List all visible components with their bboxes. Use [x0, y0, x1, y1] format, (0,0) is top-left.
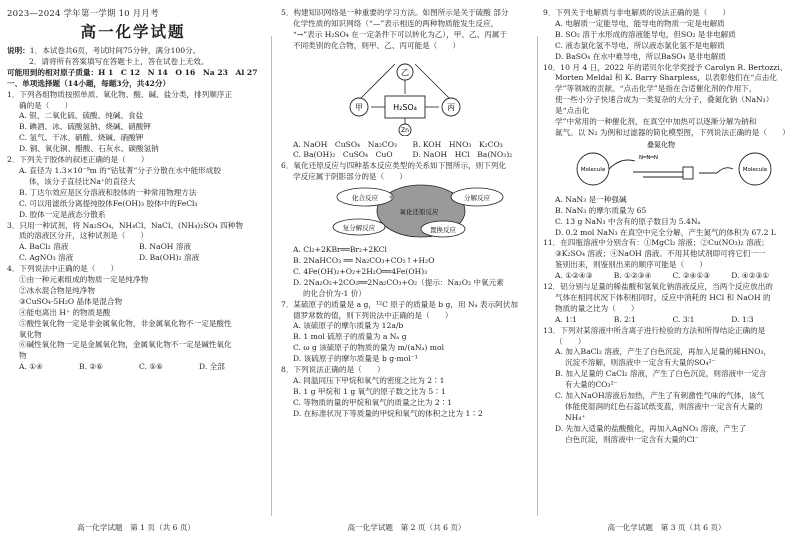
- option-d[interactable]: D. BaSO₄ 在水中难导电，所以BaSO₄ 是非电解质: [555, 51, 726, 61]
- label-redox: 氧化还原反应: [399, 208, 439, 217]
- question-stem: ③K₂SO₄ 溶液；④NaOH 溶液。不用其他试剂即可将它们一一: [555, 249, 766, 259]
- question-8: [281, 365, 532, 420]
- page-footer-3: 高一化学试题 第 3 页（共 6 页）: [607, 523, 726, 532]
- statement: ①由一种元素组成的物质一定是纯净物: [19, 275, 149, 285]
- option-b[interactable]: B. NaOH 溶液: [139, 242, 192, 252]
- question-stem: 4．下列说法中正确的是（ ）: [7, 264, 119, 274]
- redox-reaction-venn-diagram: [281, 183, 531, 241]
- question-stem: 13．下列对某溶液中所含离子进行检验的方法和所得结论正确的是: [543, 325, 766, 335]
- azide-group: N═N═N: [639, 154, 658, 161]
- question-stem: （ ）: [555, 336, 586, 346]
- page-column-1: [7, 8, 259, 520]
- exam-term-line: 2023—2024 学年第一学期 10 月月考: [7, 9, 159, 19]
- statement: 物: [19, 351, 27, 361]
- option-c[interactable]: C. 4Fe(OH)₂+O₂+2H₂O══4Fe(OH)₃: [293, 266, 428, 276]
- atomic-masses: 可能用到的相对原子质量：H 1 C 12 N 14 O 16 Na 23 Al 27: [7, 67, 258, 77]
- option-d[interactable]: D. 2Na₂O₂+2CO₂══2Na₂CO₃+O₂（提示：Na₂O₂ 中氧元素: [293, 277, 504, 287]
- instruction-line: 1．本试卷共6页，考试时间75分钟，满分100分。: [29, 46, 201, 55]
- question-stem: 1．下列各组物质按照单质、氧化物、酸、碱、盐分类，排列顺序正: [7, 89, 233, 99]
- statement: 氧化物: [19, 329, 42, 339]
- instructions: [7, 46, 259, 68]
- question-stem: Morten Meldal 和 K. Barry Sharpless，以表彰他们在“点击化: [555, 73, 777, 83]
- question-stem: 质的溶液区分开，这种试剂是（ ）: [19, 231, 149, 241]
- option-d[interactable]: D. 该硫原子的摩尔质量是 b g·mol⁻¹: [293, 354, 418, 364]
- option-b[interactable]: B. ②⑥: [79, 362, 104, 372]
- option-d[interactable]: D. NaOH HCl Ba(NO₃)₂: [412, 150, 513, 160]
- option-c-cont: NH₄⁺: [565, 412, 586, 422]
- question-stem: 7．某硫原子的质量是 a g，¹²C 原子的质量是 b g，用 Nₐ 表示阿伏加: [281, 299, 518, 309]
- question-stem: 6．氧化还原反应与四种基本反应类型的关系如下图所示，则下列化: [281, 161, 507, 171]
- question-stem: 鉴别出来，则鉴别出来的顺序可能是（ ）: [555, 260, 707, 270]
- section-heading: 一、单项选择题（14小题，每题3分，共42分）: [7, 78, 171, 88]
- option-b[interactable]: B. SO₂ 溶于水形成的溶液能导电，但SO₂ 是非电解质: [555, 29, 736, 39]
- option-c[interactable]: C. ⑤⑥: [139, 362, 163, 372]
- molecule-right: Molecule: [742, 166, 768, 173]
- option-b[interactable]: B. NaN₃ 的摩尔质量为 65: [555, 205, 647, 215]
- option-d[interactable]: D. 铜、氧化铜、醋酸、石灰水、碳酸氢钠: [19, 144, 159, 154]
- option-b-cont: 有大量的CO₃²⁻: [565, 380, 618, 390]
- option-a[interactable]: A. 银、二氧化硫、硫酸、纯碱、食盐: [19, 111, 144, 121]
- question-stem: 确的是（ ）: [19, 100, 73, 110]
- question-7: [281, 300, 532, 365]
- question-stem: 气体在相同状况下体积相同时，反应中消耗的 HCl 和 NaOH 的: [555, 292, 771, 302]
- option-a[interactable]: A. NaN₃ 是一种强碱: [555, 194, 627, 204]
- question-stem: 德罗常数的值，则下列说法中正确的是（ ）: [293, 310, 453, 320]
- option-a[interactable]: A. ①②④③: [555, 271, 593, 281]
- azide-label: 叠氮化物: [647, 140, 675, 149]
- question-6: [281, 161, 532, 299]
- statement: ②冰水混合物是纯净物: [19, 285, 95, 295]
- question-stem: 10．10 月 4 日，2022 年的诺贝尔化学奖授予 Carolyn R. Bertozzi、: [543, 62, 788, 72]
- option-d-cont: 白色沉淀，则溶液中一定含有大量的Cl⁻: [565, 434, 699, 444]
- question-stem: 12．铝分别与足量的稀盐酸和氢氧化钠溶液反应，当两个反应放出的: [543, 282, 773, 292]
- molecule-left: Molecule: [580, 166, 606, 173]
- label-replacement: 置换反应: [430, 226, 456, 235]
- statement: ⑤酸性氧化物一定是非金属氧化物，非金属氧化物不一定是酸性: [19, 318, 232, 328]
- statement: ⑥碱性氧化物一定是金属氧化物，金属氧化物不一定是碱性氧化: [19, 340, 232, 350]
- node-zn: Zn: [401, 126, 409, 134]
- option-c[interactable]: C. ω g 该硫原子的物质的量为 m/(aNₐ) mol: [293, 343, 444, 353]
- option-c[interactable]: C. Ba(OH)₂ CuSO₄ CuO: [293, 150, 393, 160]
- sulfuric-acid-network-diagram: [281, 52, 531, 136]
- question-stem: 使一些小分子快速合成为一类复杂的大分子，叠氮化钠（NaN₃）是“点击化: [555, 95, 774, 116]
- option-a[interactable]: A. 1∶1: [555, 314, 577, 324]
- question-stem: 学反应属于阴影部分的是（ ）: [293, 172, 407, 182]
- option-d[interactable]: D. 先加入适量的盐酸酸化，再加入AgNO₃ 溶液，产生了: [555, 423, 747, 433]
- option-c[interactable]: C. 液态氯化氢不导电，所以液态氯化氢不是电解质: [555, 40, 725, 50]
- exam-title: 高一化学试题: [80, 23, 186, 41]
- question-stem: 学”等领域的贡献。“点击化学”是指在合适催化剂的作用下，: [555, 84, 757, 94]
- option-a[interactable]: A. 该硫原子的摩尔质量为 12a/b: [293, 321, 404, 331]
- column-divider: [271, 36, 272, 516]
- question-2: [7, 155, 259, 220]
- question-5: [281, 8, 532, 161]
- option-a[interactable]: A. 同温同压下甲烷和氧气的密度之比为 2∶1: [293, 375, 445, 385]
- option-b[interactable]: B. 2∶1: [613, 314, 636, 324]
- question-stem: “→”表示 H₂SO₄ 在一定条件下可以转化为乙），甲、乙、丙属于: [293, 29, 507, 39]
- question-10: [543, 63, 790, 239]
- option-a[interactable]: A. 加入BaCl₂ 溶液，产生了白色沉淀，再加入足量的稀HNO₃，: [555, 347, 772, 357]
- question-stem: 3．只用一种试剂，将 Na₂SO₄、NH₄Cl、NaCl、(NH₄)₂SO₄ 四种物: [7, 220, 243, 230]
- option-a-cont: 体，该分子直径比Na⁺的直径大: [29, 176, 136, 186]
- page-footer-2: 高一化学试题 第 2 页（共 6 页）: [347, 523, 466, 532]
- page-column-2: [281, 8, 532, 520]
- question-stem: 不同类别的化合物，则甲、乙、丙可能是（ ）: [293, 40, 461, 50]
- instructions-label: 说明：: [7, 46, 30, 55]
- click-chemistry-diagram: [543, 139, 788, 191]
- option-b[interactable]: B. 2NaHCO₃ ══ Na₂CO₃+CO₂↑+H₂O: [293, 255, 435, 265]
- question-4: [7, 264, 259, 373]
- option-d[interactable]: D. 0.2 mol NaN₃ 在真空中完全分解，产生氮气的体积为 67.2 L: [555, 227, 776, 237]
- question-stem: 8．下列说法正确的是（ ）: [281, 365, 385, 375]
- option-d-cont: 的化合价为-1 价）: [303, 288, 366, 298]
- option-b[interactable]: B. 碘酒、冰、硫酸氢钠、烧碱、硝酸钾: [19, 122, 151, 132]
- column-divider: [537, 36, 538, 516]
- option-c[interactable]: C. ②④①③: [672, 271, 711, 281]
- question-stem: 2．下列关于胶体的叙述正确的是（ ）: [7, 155, 149, 165]
- question-3: [7, 221, 259, 265]
- question-stem: 11．在四瓶溶液中分别含有：①MgCl₂ 溶液；②Cu(NO₃)₂ 溶液；: [543, 238, 769, 248]
- question-stem: 物质的量之比为（ ）: [555, 303, 639, 313]
- option-d[interactable]: D. 胶体一定是液态分散系: [19, 209, 106, 219]
- question-stem: 化学性质的知识网络（“—”表示相连的两种物质能发生反应，: [293, 18, 499, 28]
- option-a[interactable]: A. BaCl₂ 溶液: [19, 242, 69, 252]
- label-double-decomposition: 复分解反应: [342, 224, 376, 233]
- node-h2so4: H₂SO₄: [393, 102, 417, 112]
- node-jia: 甲: [355, 102, 363, 112]
- option-a[interactable]: A. ①④: [19, 362, 43, 372]
- option-c[interactable]: C. 氢气、干冰、硝酸、烧碱、硝酸钾: [19, 133, 144, 143]
- question-1: [7, 90, 259, 155]
- option-a-cont: 沉淀不溶解，则溶液中一定含有大量的SO₄²⁻: [565, 358, 716, 368]
- option-b[interactable]: B. ①②③④: [613, 271, 652, 281]
- option-c-cont: 体能使湿润的红色石蕊试纸变蓝，则溶液中一定含有大量的: [565, 402, 763, 411]
- question-stem: 氮气。以 N₂ 为例和过滤器的简化模型图，下列说法正确的是（ ）: [555, 127, 790, 137]
- option-b[interactable]: B. 加入足量的 CaCl₂ 溶液，产生了白色沉淀，则溶液中一定含: [555, 369, 767, 379]
- question-stem: 学”中常用的一种催化剂，在真空中加热可以逐渐分解为钠和: [555, 117, 757, 127]
- option-c[interactable]: C. 3∶1: [672, 314, 695, 324]
- node-yi: 乙: [401, 67, 409, 77]
- instruction-line: 2．请将所有答案填写在答题卡上，答在试卷上无效。: [29, 56, 209, 66]
- option-d[interactable]: D. 在标准状况下等质量的甲烷和氧气的体积之比为 1∶2: [293, 408, 483, 418]
- option-c[interactable]: C. 可以用滤纸分离提纯胶体Fe(OH)₃ 胶体中的FeCl₃: [19, 198, 198, 208]
- option-c[interactable]: C. AgNO₃ 溶液: [19, 253, 74, 263]
- option-a[interactable]: A. 电解质一定能导电，能导电的物质一定是电解质: [555, 18, 725, 28]
- option-b[interactable]: B. 1 mol 硫原子的质量为 a Nₐ g: [293, 332, 407, 342]
- option-a[interactable]: A. 直径为 1.3×10⁻⁹m 的“钴钛菁”分子分散在水中能形成胶: [19, 165, 221, 175]
- option-c[interactable]: C. 加入NaOH溶液后加热，产生了有刺激性气味的气体，该气: [555, 391, 765, 401]
- option-d[interactable]: D. Ba(OH)₂ 溶液: [139, 253, 200, 263]
- question-11: [543, 238, 790, 282]
- page-footer-1: 高一化学试题 第 1 页（共 6 页）: [76, 523, 196, 532]
- option-a[interactable]: A. Cl₂+2KBr══Br₂+2KCl: [293, 245, 387, 255]
- option-c[interactable]: C. 等物质的量的甲烷和氧气的质量之比为 2∶1: [293, 397, 453, 407]
- option-a[interactable]: A. NaOH CuSO₄ Na₂CO₃: [293, 139, 397, 149]
- option-c[interactable]: C. 13 g NaN₃ 中含有的原子数目为 5.4Nₐ: [555, 216, 701, 226]
- option-b[interactable]: B. 1 g 甲烷和 1 g 氧气的原子数之比为 5∶1: [293, 386, 446, 396]
- question-stem: 9．下列关于电解质与非电解质的说法正确的是（ ）: [543, 8, 731, 17]
- statement: ③CuSO₄·5H₂O 晶体是混合物: [19, 296, 123, 306]
- option-d[interactable]: D. 全部: [199, 362, 225, 372]
- statement: ④能电离出 H⁺ 的物质是酸: [19, 307, 111, 317]
- label-decomposition: 分解反应: [464, 194, 490, 203]
- question-9: [543, 8, 790, 63]
- label-combination: 化合反应: [352, 194, 378, 203]
- question-stem: 5．构建知识网络是一种重要的学习方法。如图所示是关于硫酸 部分: [281, 8, 509, 17]
- option-b[interactable]: B. KOH HNO₃ K₂CO₃: [412, 139, 503, 149]
- question-12: [543, 282, 790, 326]
- option-d[interactable]: D. 1∶3: [731, 314, 754, 324]
- option-d[interactable]: D. ④②③①: [731, 271, 770, 281]
- option-b[interactable]: B. 丁达尔效应是区分溶液和胶体的一种常用物理方法: [19, 187, 197, 197]
- node-bing: 丙: [447, 102, 455, 112]
- question-13: [543, 326, 790, 446]
- page-column-3: [543, 8, 790, 520]
